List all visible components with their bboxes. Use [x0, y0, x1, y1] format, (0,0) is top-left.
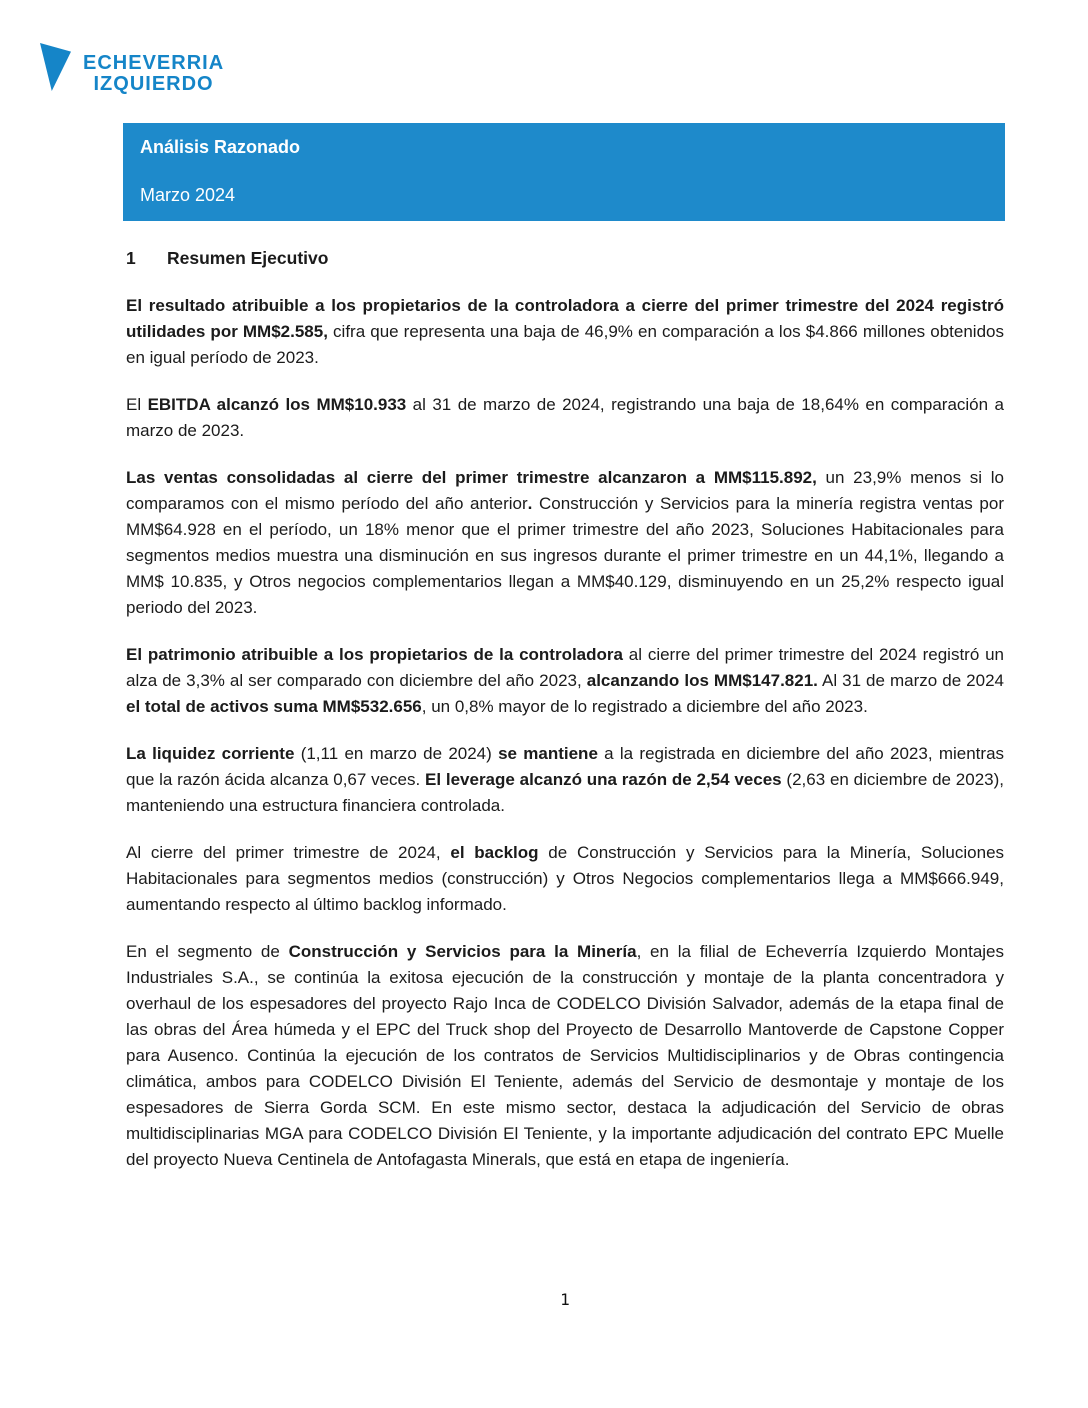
company-name-line2: IZQUIERDO [93, 73, 214, 95]
company-logo [40, 43, 224, 95]
document-title: Análisis Razonado [140, 137, 301, 157]
paragraph: En el segmento de Construcción y Servicios para la Minería, en la filial de Echeverría Izquierdo Montajes Industriales S.A., se continúa la exitosa ejecución de la construcción y montaje de la planta concentradora y overhaul de los espesadores del proyecto Rajo Inca de CODELCO División Salvador, además de la etapa final de las obras del Área húmeda y el EPC del Truck shop del Proyecto de Desarrollo Mantoverde de Capstone Copper para Ausenco. Continúa la ejecución de los contratos de Servicios Multidisciplinarios y de Obras contingencia climática, ambos para CODELCO División El Teniente, además del Servicio de desmontaje y montaje de los espesadores de Sierra Gorda SCM. En este mismo sector, destaca la adjudicación del Servicio de obras multidisciplinarias MGA para CODELCO División El Teniente, y la importante adjudicación del contrato EPC Muelle del proyecto Nueva Centinela de Antofagasta Minerals, que está en etapa de ingeniería. [126, 942, 1004, 1169]
page-footer [126, 1290, 1004, 1309]
title-banner [123, 123, 1005, 221]
section-title: Resumen Ejecutivo [167, 248, 329, 268]
paragraph: El resultado atribuible a los propietarios de la controladora a cierre del primer trimestre del 2024 registró utilidades por MM$2.585, cifra que representa una baja de 46,9% en comparación a los $4.866 millones obtenidos en igual período de 2023. [126, 296, 1004, 367]
section-number: 1 [126, 248, 136, 268]
paragraph: Al cierre del primer trimestre de 2024, el backlog de Construcción y Servicios para la Minería, Soluciones Habitacionales para segmentos medios (construcción) y Otros Negocios complementarios llega a MM$666.949, aumentando respecto al último backlog informado. [126, 843, 1005, 914]
paragraph: La liquidez corriente (1,11 en marzo de 2024) se mantiene a la registrada en diciembre del año 2023, mientras que la razón ácida alcanza 0,67 veces. El leverage alcanzó una razón de 2,54 veces (2,63 en diciembre de 2023), manteniendo una estructura financiera controlada. [126, 744, 1005, 815]
document-date: Marzo 2024 [140, 185, 236, 205]
paragraph: El EBITDA alcanzó los MM$10.933 al 31 de marzo de 2024, registrando una baja de 18,64% en comparación a marzo de 2023. [126, 395, 1004, 440]
paragraph: El patrimonio atribuible a los propietarios de la controladora al cierre del primer trimestre del 2024 registró un alza de 3,3% al ser comparado con diciembre del año 2023, alcanzando los MM$147.821. Al 31 de marzo de 2024 el total de activos suma MM$532.656, un 0,8% mayor de lo registrado a diciembre del año 2023. [126, 645, 1005, 716]
paragraph-container [126, 293, 1004, 1173]
paragraph: Las ventas consolidadas al cierre del primer trimestre alcanzaron a MM$115.892, un 23,9% menos si lo comparamos con el mismo período del año anterior. Construcción y Servicios para la minería registra ventas por MM$64.928 en el período, un 18% menor que el primer trimestre del año 2023, Soluciones Habitacionales para segmentos medios muestra una disminución en sus ingresos durante el primer trimestre en un 44,1%, llegando a MM$ 10.835, y Otros negocios complementarios llegan a MM$40.129, disminuyendo en un 25,2% respecto igual periodo del 2023. [126, 468, 1005, 617]
document-content [126, 248, 1004, 1194]
company-name-line1: ECHEVERRIA [83, 52, 225, 74]
company-name [83, 53, 224, 95]
logo-triangle-icon [40, 43, 71, 91]
section-heading [126, 248, 1004, 269]
page-number: 1 [560, 1290, 570, 1309]
